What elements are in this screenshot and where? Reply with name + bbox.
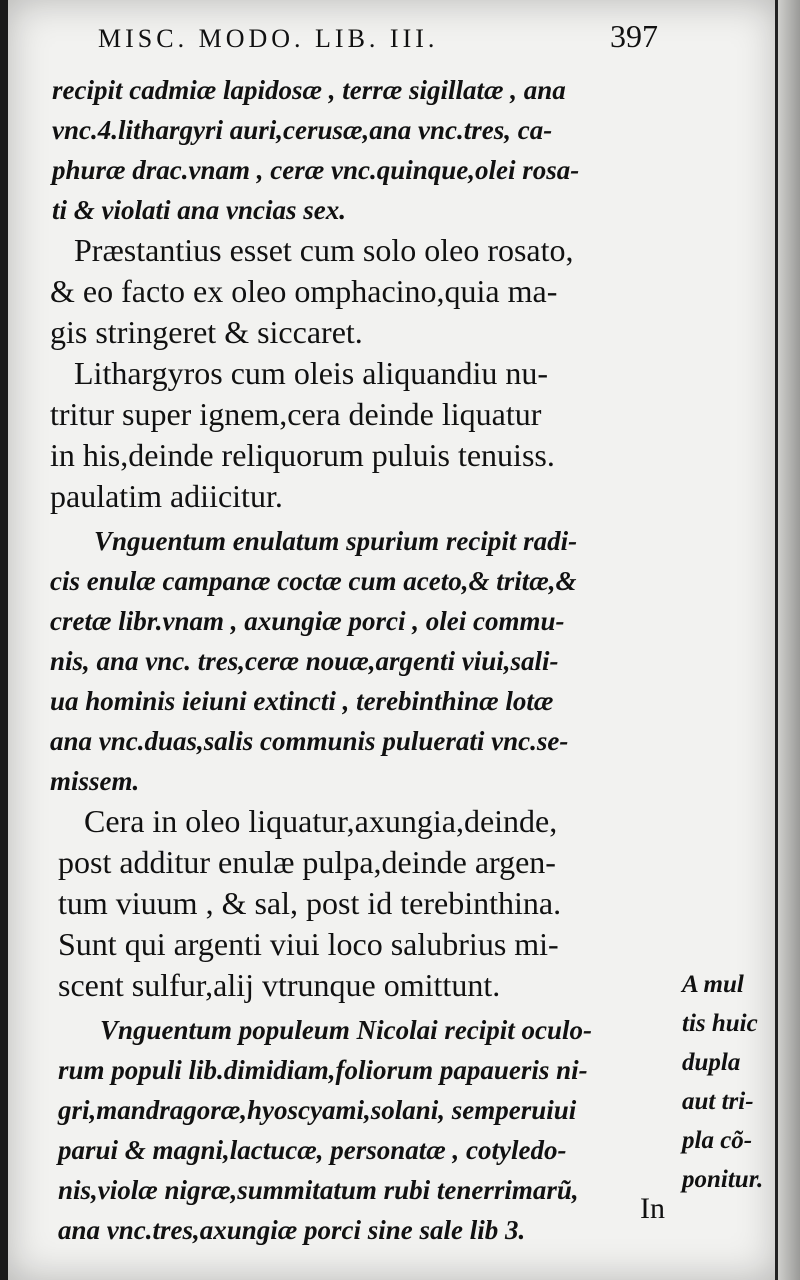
text-line: aut tri- [682,1088,754,1115]
text-line: nis, ana vnc. tres,ceræ nouæ,argenti viui,sali- [50,646,559,676]
text-line: ponitur. [682,1166,764,1193]
text-line: cretæ libr.vnam , axungiæ porci , olei commu- [50,606,565,636]
paragraph-recipe-1 [52,70,662,230]
paragraph-commentary-2 [50,353,662,517]
paragraph-recipe-populeum [50,1010,662,1250]
text-line: Sunt qui argenti viui loco salubrius mi- [58,926,559,962]
text-line: tritur super ignem,cera deinde liquatur [50,396,542,432]
text-line: tis huic [682,1010,758,1037]
text-line: nis,violæ nigræ,summitatum rubi tenerrimarũ, [58,1175,579,1205]
book-page [8,0,778,1280]
text-line: ana vnc.duas,salis communis puluerati vnc.se- [50,726,569,756]
text-line: gri,mandragoræ,hyoscyami,solani, semperuiui [58,1095,577,1125]
text-line: Præstantius esset cum solo oleo rosato, [74,232,574,268]
text-line: A mul [682,971,744,998]
text-line: parui & magni,lactucæ, personatæ , cotyledo- [58,1135,567,1165]
paragraph-recipe-enulatum [50,521,662,801]
text-line: scent sulfur,alij vtrunque omittunt. [58,967,501,1003]
text-line: tum viuum , & sal, post id terebinthina. [58,885,562,921]
text-line: rum populi lib.dimidiam,foliorum papaueris ni- [58,1055,588,1085]
page-number: 397 [610,18,658,54]
text-line: cis enulæ campanæ coctæ cum aceto,& tritæ,& [50,566,577,596]
marginal-note [682,965,777,1199]
paragraph-commentary-1 [50,230,662,353]
book-edge [778,0,800,1280]
text-line: recipit cadmiæ lapidosæ , terræ sigillatæ , ana [52,75,566,105]
text-line: ua hominis ieiuni extincti , terebinthinæ lotæ [50,686,554,716]
catchword: In [640,1192,665,1225]
text-line: missem. [50,766,140,796]
text-line: Vnguentum populeum Nicolai recipit oculo- [100,1015,593,1045]
running-title: MISC. MODO. LIB. III. [98,24,439,53]
text-line: dupla [682,1049,741,1076]
text-line: pla cõ- [682,1127,753,1154]
text-line: Vnguentum enulatum spurium recipit radi- [94,526,578,556]
running-header [98,18,658,55]
text-line: ti & violati ana vncias sex. [52,195,346,225]
text-line: in his,deinde reliquorum puluis tenuiss. [50,437,555,473]
text-body [50,70,662,1250]
text-line: vnc.4.lithargyri auri,cerusæ,ana vnc.tres, ca- [52,115,553,145]
text-line: Cera in oleo liquatur,axungia,deinde, [84,803,558,839]
text-line: paulatim adiicitur. [50,478,283,514]
text-line: gis stringeret & siccaret. [50,314,363,350]
text-line: & eo facto ex oleo omphacino,quia ma- [50,273,558,309]
paragraph-commentary-3 [50,801,662,1006]
text-line: ana vnc.tres,axungiæ porci sine sale lib 3. [58,1215,526,1245]
text-line: post additur enulæ pulpa,deinde argen- [58,844,556,880]
text-line: phuræ drac.vnam , ceræ vnc.quinque,olei rosa- [52,155,580,185]
text-line: Lithargyros cum oleis aliquandiu nu- [74,355,548,391]
